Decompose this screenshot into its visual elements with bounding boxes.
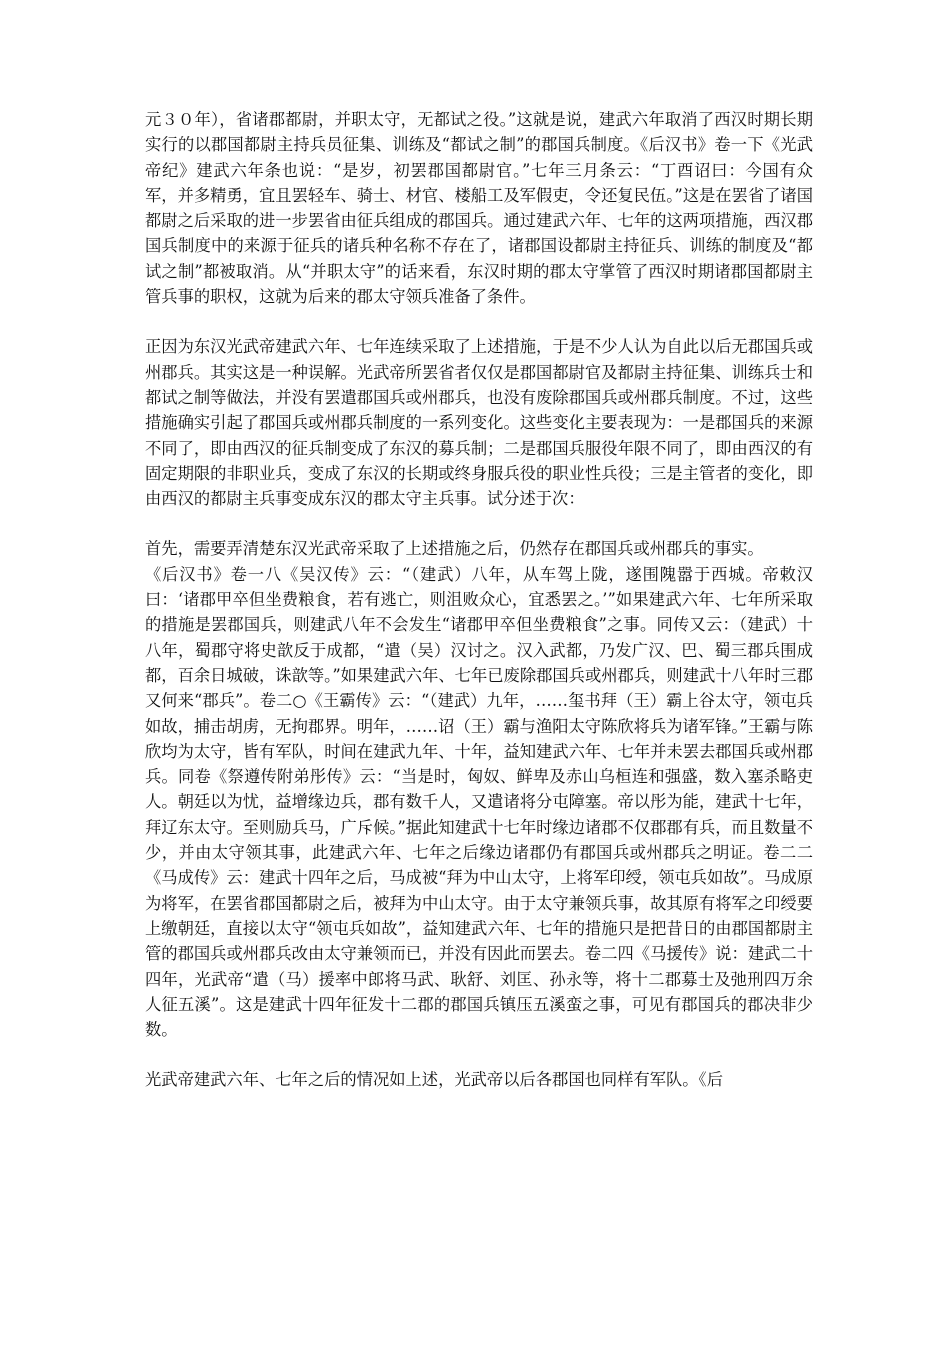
- document-page: [145, 107, 813, 1093]
- paragraph-5: 光武帝建武六年、七年之后的情况如上述，光武帝以后各郡国也同样有军队。《后: [145, 1070, 723, 1090]
- paragraph-2: 正因为东汉光武帝建武六年、七年连续采取了上述措施，于是不少人认为自此以后无郡国兵或州郡兵。其实这是一种误解。光武帝所罢省者仅仅是郡国都尉官及都尉主持征集、训练兵士和都试之制等做法，并没有罢遣郡国兵或州郡兵，也没有废除郡国兵或州郡兵制度。不过，这些措施确实引起了郡国兵或州郡兵制度的一系列变化。这些变化主要表现为：一是郡国兵的来源不同了，即由西汉的征兵制变成了东汉的募兵制；二是郡国兵服役年限不同了，即由西汉的有固定期限的非职业兵，变成了东汉的长期或终身服兵役的职业性兵役；三是主管者的变化，即由西汉的都尉主兵事变成东汉的郡太守主兵事。试分述于次：: [145, 337, 813, 509]
- paragraph-1: 元３０年），省诸郡都尉，并职太守，无都试之役。”这就是说，建武六年取消了西汉时期长期实行的以郡国都尉主持兵员征集、训练及“都试之制”的郡国兵制度。《后汉书》卷一下《光武帝纪》建武六年条也说：“是岁，初罢郡国都尉官。”七年三月条云：“丁酉诏曰：今国有众军，并多精勇，宜且罢轻车、骑士、材官、楼船工及军假吏，令还复民伍。”这是在罢省了诸国都尉之后采取的进一步罢省由征兵组成的郡国兵。通过建武六年、七年的这两项措施，西汉郡国兵制度中的来源于征兵的诸兵种名称不存在了，诸郡国设都尉主持征兵、训练的制度及“都试之制”都被取消。从“并职太守”的话来看，东汉时期的郡太守掌管了西汉时期诸郡国都尉主管兵事的职权，这就为后来的郡太守领兵准备了条件。: [145, 110, 813, 307]
- paragraph-3: 首先，需要弄清楚东汉光武帝采取了上述措施之后，仍然存在郡国兵或州郡兵的事实。: [145, 539, 764, 559]
- paragraph-4: 《后汉书》卷一八《吴汉传》云：“（建武）八年，从车驾上陇，遂围隗嚣于西城。帝敕汉曰：‘诸郡甲卒但坐费粮食，若有逃亡，则沮败众心，宜悉罢之。’”如果建武六年、七年所采取的措施是罢郡国兵，则建武八年不会发生“诸郡甲卒但坐费粮食”之事。同传又云：（建武）十八年，蜀郡守将史歆反于成都，“遣（吴）汉讨之。汉入武都，乃发广汉、巴、蜀三郡兵围成都，百余日城破，诛歆等。”如果建武六年、七年已废除郡国兵或州郡兵，则建武十八年时三郡又何来“郡兵”。卷二○《王霸传》云：“（建武）九年，……玺书拜（王）霸上谷太守，领屯兵如故，捕击胡虏，无拘郡界。明年，……诏（王）霸与渔阳太守陈欣将兵为诸军锋。”王霸与陈欣均为太守，皆有军队，时间在建武九年、十年，益知建武六年、七年并未罢去郡国兵或州郡兵。同卷《祭遵传附弟彤传》云：“当是时，匈奴、鲜卑及赤山乌桓连和强盛，数入塞杀略吏人。朝廷以为忧，益增缘边兵，郡有数千人，又遣诸将分屯障塞。帝以彤为能，建武十七年，拜辽东太守。至则励兵马，广斥候。”据此知建武十七年时缘边诸郡不仅郡郡有兵，而且数量不少，并由太守领其事，此建武六年、七年之后缘边诸郡仍有郡国兵或州郡兵之明证。卷二二《马成传》云：建武十四年之后，马成被“拜为中山太守，上将军印绶，领屯兵如故”。马成原为将军，在罢省郡国都尉之后，被拜为中山太守。由于太守兼领兵事，故其原有将军之印绶要上缴朝廷，直接以太守“领屯兵如故”，益知建武六年、七年的措施只是把昔日的由郡国都尉主管的郡国兵或州郡兵改由太守兼领而已，并没有因此而罢去。卷二四《马援传》说：建武二十四年，光武帝“遣（马）援率中郎将马武、耿舒、刘匡、孙永等，将十二郡募士及弛刑四万余人征五溪”。这是建武十四年征发十二郡的郡国兵镇压五溪蛮之事，可见有郡国兵的郡决非少数。: [145, 564, 813, 1040]
